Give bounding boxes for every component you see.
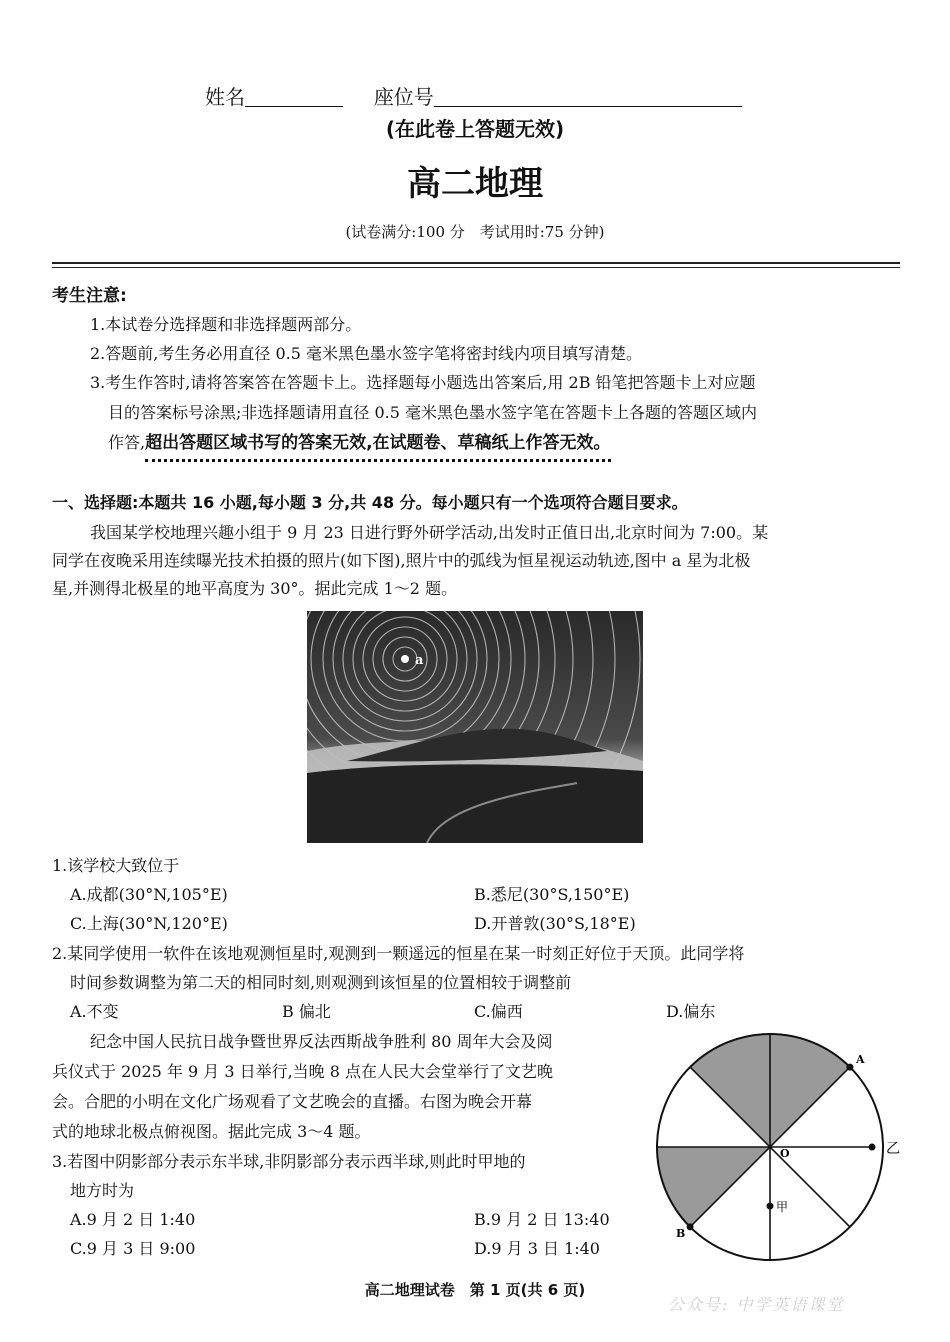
- east-hemisphere-shade-3: [690, 1034, 770, 1147]
- notice-item-1: 1.本试卷分选择题和非选择题两部分。: [90, 315, 362, 334]
- q2-option-c: C.偏西: [474, 1002, 523, 1021]
- star-trail-photo: [307, 611, 643, 843]
- q2-stem-line2: 时间参数调整为第二天的相同时刻,则观测到该恒星的位置相较于调整前: [70, 973, 572, 992]
- label-o: O: [780, 1147, 790, 1160]
- q3-option-b: B.9 月 2 日 13:40: [474, 1210, 610, 1229]
- para2-line4: 式的地球北极点俯视图。据此完成 3～4 题。: [52, 1122, 371, 1141]
- invalid-note: (在此卷上答题无效): [385, 117, 565, 141]
- watermark: 公众号: 中学英语课堂: [668, 1295, 845, 1314]
- east-hemisphere-shade-1: [770, 1034, 850, 1147]
- q3-option-c: C.9 月 3 日 9:00: [70, 1239, 196, 1258]
- q1-option-c: C.上海(30°N,120°E): [70, 914, 228, 933]
- q1-option-d: D.开普敦(30°S,18°E): [474, 914, 636, 933]
- label-a: A: [856, 1053, 865, 1066]
- q2-option-a: A.不变: [70, 1002, 119, 1021]
- q2-option-d: D.偏东: [666, 1002, 716, 1021]
- east-hemisphere-shade-4: [657, 1147, 770, 1227]
- q1-option-b: B.悉尼(30°S,150°E): [474, 885, 630, 904]
- point-yi-marker: [869, 1144, 876, 1151]
- q1-option-a: A.成都(30°N,105°E): [70, 885, 228, 904]
- divider-bottom: [52, 267, 900, 268]
- polaris-star: [401, 655, 409, 663]
- point-b-marker: [687, 1223, 694, 1230]
- exam-info: (试卷满分:100 分 考试用时:75 分钟): [345, 223, 605, 241]
- polaris-label: a: [415, 653, 424, 668]
- point-jia-marker: [767, 1203, 774, 1210]
- north-pole-diagram: [650, 1025, 910, 1275]
- intro-paragraph-line2: 同学在夜晚采用连续曝光技术拍摄的照片(如下图),照片中的弧线为恒星视运动轨迹,图中 a 星为北极: [52, 551, 751, 570]
- divider-top: [52, 262, 900, 264]
- section-heading: 一、选择题:本题共 16 小题,每小题 3 分,共 48 分。每小题只有一个选项符合题目要求。: [52, 493, 688, 512]
- notice-item-3-prefix: 作答,: [108, 433, 146, 452]
- name-seat-line: [205, 84, 742, 110]
- seat-field[interactable]: [434, 88, 742, 107]
- notice-item-2: 2.答题前,考生务必用直径 0.5 毫米黑色墨水签字笔将密封线内项目填写清楚。: [90, 344, 642, 363]
- page-footer: 高二地理试卷 第 1 页(共 6 页): [364, 1281, 586, 1299]
- label-jia: 甲: [776, 1200, 789, 1214]
- intro-paragraph-line1: 我国某学校地理兴趣小组于 9 月 23 日进行野外研学活动,出发时正值日出,北京时间为 7:00。某: [90, 523, 769, 542]
- notice-emphasis: 超出答题区域书写的答案无效,在试题卷、草稿纸上作答无效。: [145, 433, 610, 462]
- intro-paragraph-line3: 星,并测得北极星的地平高度为 30°。据此完成 1～2 题。: [52, 579, 458, 598]
- notice-item-3-cont2: [108, 432, 611, 454]
- q3-stem-line1: 3.若图中阴影部分表示东半球,非阴影部分表示西半球,则此时甲地的: [52, 1152, 526, 1171]
- para2-line1: 纪念中国人民抗日战争暨世界反法西斯战争胜利 80 周年大会及阅: [90, 1032, 553, 1051]
- para2-line2: 兵仪式于 2025 年 9 月 3 日举行,当晚 8 点在人民大会堂举行了文艺晚: [52, 1062, 554, 1081]
- q3-stem-line2: 地方时为: [70, 1181, 135, 1200]
- notice-item-3: 3.考生作答时,请将答案答在答题卡上。选择题每小题选出答案后,用 2B 铅笔把答题卡上对应题: [90, 373, 756, 392]
- star-trail-image: [307, 611, 643, 843]
- q2-stem-line1: 2.某同学使用一软件在该地观测恒星时,观测到一颗遥远的恒星在某一时刻正好位于天顶。此同学将: [52, 944, 745, 963]
- seat-label: 座位号: [373, 85, 434, 109]
- para2-line3: 会。合肥的小明在文化广场观看了文艺晚会的直播。右图为晚会开幕: [52, 1092, 533, 1111]
- q3-option-d: D.9 月 3 日 1:40: [474, 1239, 600, 1258]
- q2-option-b: B 偏北: [282, 1002, 331, 1021]
- notice-heading: 考生注意:: [52, 286, 127, 306]
- name-label: 姓名: [205, 85, 245, 109]
- point-a-marker: [846, 1064, 853, 1071]
- q1-stem: 1.该学校大致位于: [52, 856, 180, 875]
- label-yi: 乙: [886, 1141, 900, 1157]
- label-b: B: [676, 1227, 686, 1240]
- page-title: 高二地理: [407, 164, 543, 204]
- name-field[interactable]: [245, 88, 343, 107]
- notice-item-3-cont: 目的答案标号涂黑;非选择题请用直径 0.5 毫米黑色墨水签字笔在答题卡上各题的答题区域内: [108, 403, 758, 422]
- q3-option-a: A.9 月 2 日 1:40: [70, 1210, 196, 1229]
